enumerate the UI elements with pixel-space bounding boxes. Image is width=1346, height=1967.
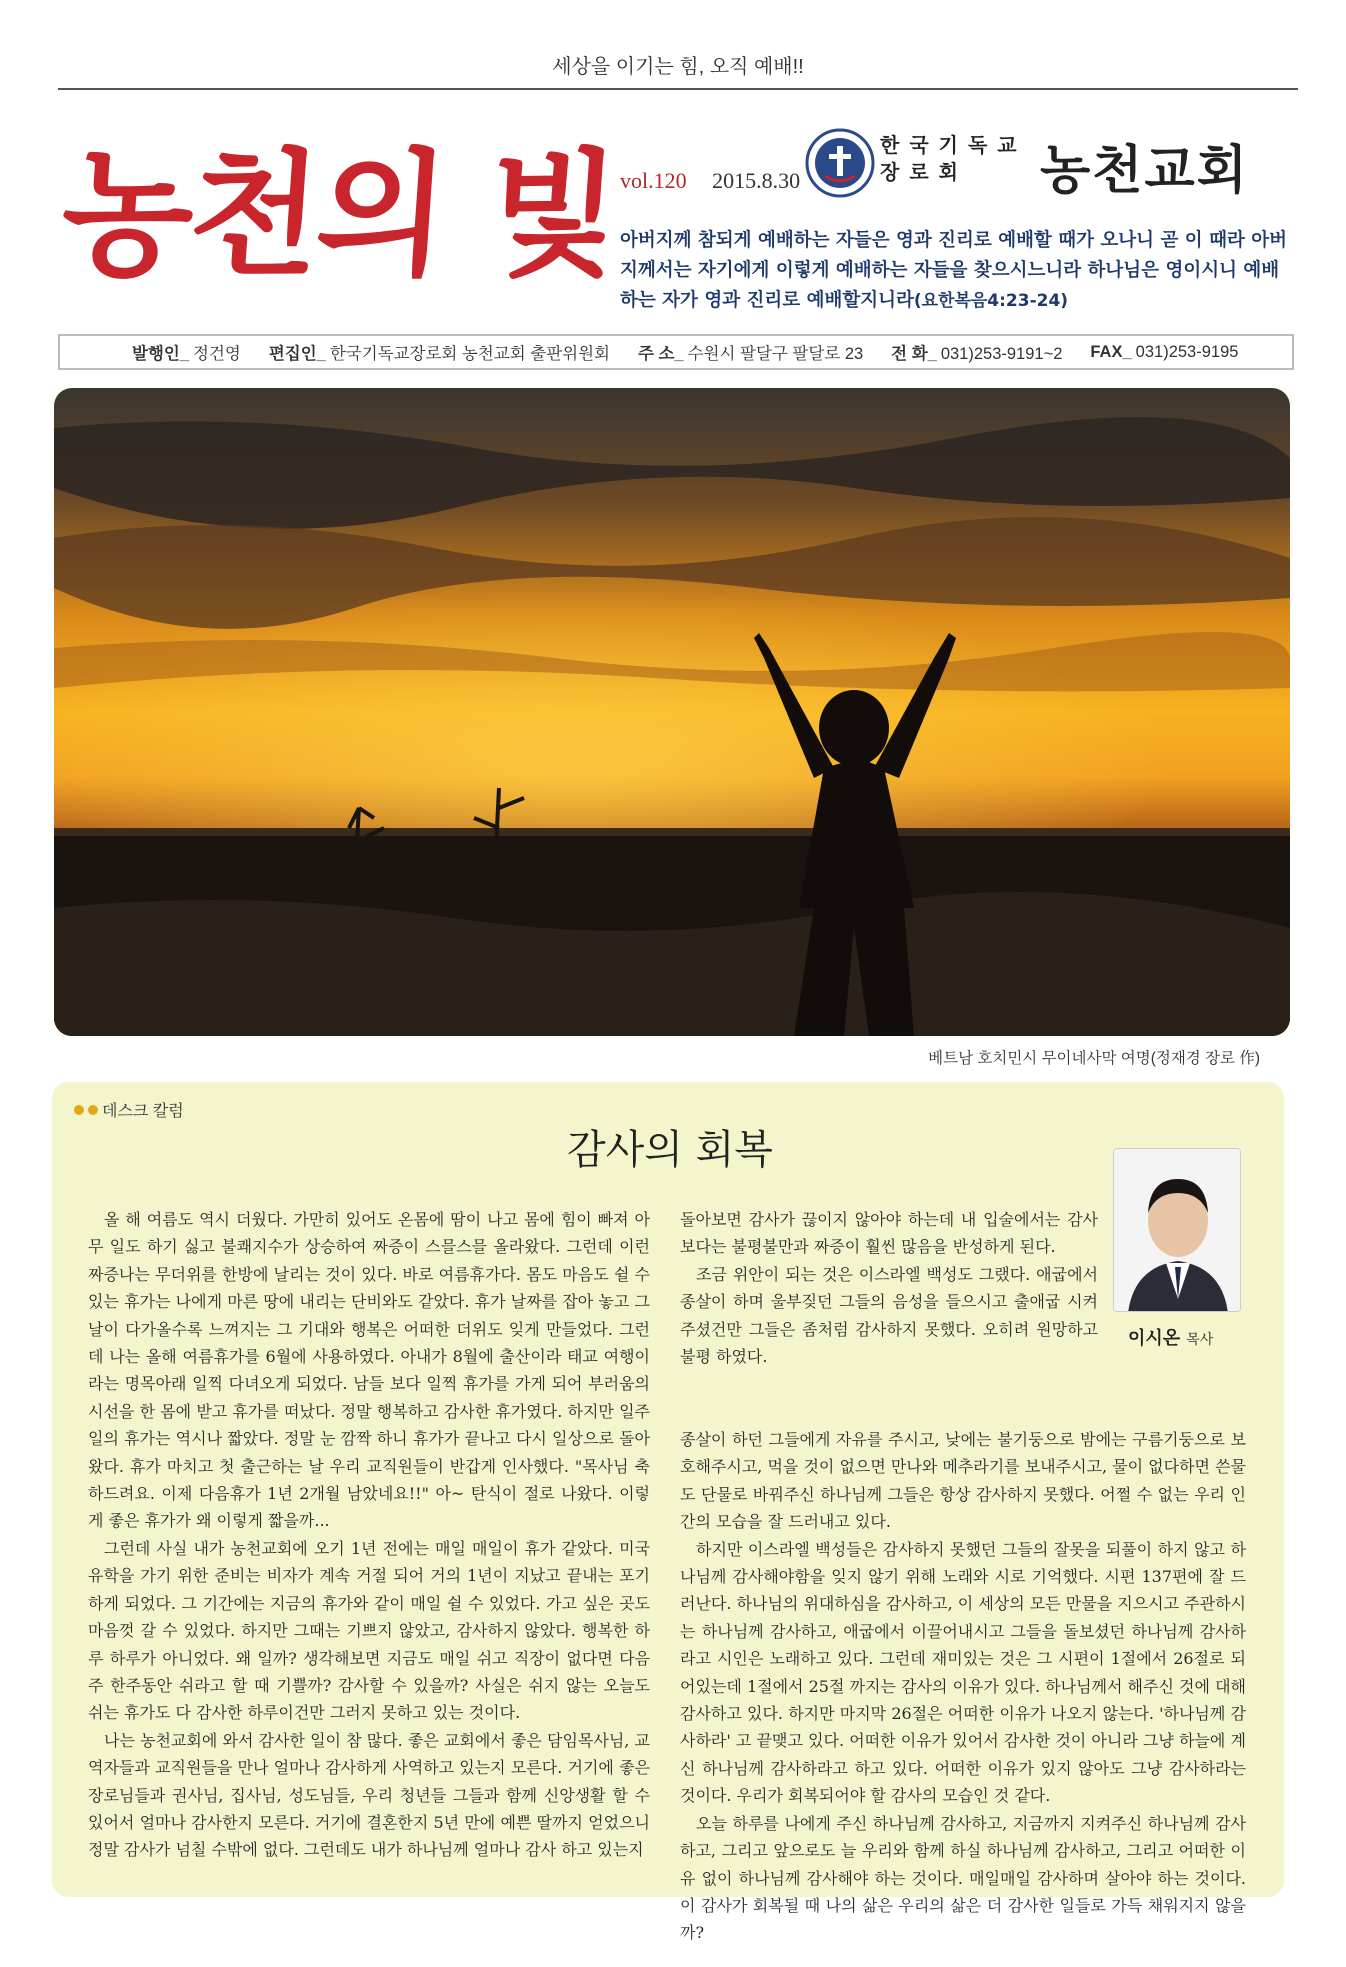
church-logo-icon	[805, 128, 875, 198]
column-paragraph: 올 해 여름도 역시 더웠다. 가만히 있어도 온몸에 땀이 나고 몸에 힘이 빠져 아무 일도 하기 싫고 불쾌지수가 상승하여 짜증이 스믈스믈 올라왔다. 그런데 이런 짜증나는 무더위를 한방에 날리는 것이 있다. 바로 여름휴가다. 몸도 마음도 쉴 수 있는 휴가는 나에게 마른 땅에 내리는 단비와도 같았다. 휴가 날짜를 잡아 놓고 그날이 다가올수록 느껴지는 그 기대와 행복은 어떠한 더위도 잊게 만들었다. 그런데 나는 올해 여름휴가를 6월에 사용하였다. 아내가 8월에 출산이라 태교 여행이라는 명목아래 일찍 다녀오게 되었다. 남들 보다 일찍 휴가를 가게 되어 부러움의 시선을 한 몸에 받고 휴가를 떠났다. 정말 행복하고 감사한 휴가였다. 하지만 일주일의 휴가는 역시나 짧았다. 정말 눈 깜짝 하니 휴가가 끝나고 다시 일상으로 돌아왔다. 휴가 마치고 첫 출근하는 날 우리 교직원들이 반갑게 인사했다. "목사님 축하드려요. 이제 다음휴가 1년 2개월 남았네요!!" 아~ 탄식이 절로 나왔다. 이렇게 좋은 휴가가 왜 이렇게 짧을까...	[88, 1210, 650, 1531]
phone-group	[891, 340, 1062, 364]
author-portrait-icon	[1114, 1149, 1241, 1312]
phone-value: 031)253-9191~2	[940, 345, 1063, 363]
denomination-name: 한국기독교장로회	[880, 133, 1027, 184]
column-right-top-text	[680, 1206, 1098, 1370]
author-name	[1128, 1324, 1213, 1350]
publisher-value: 정건영	[193, 345, 241, 363]
top-slogan: 세상을 이기는 힘, 오직 예배!!	[58, 44, 1298, 90]
author-title: 목사	[1186, 1331, 1214, 1347]
newspaper-title-text: 농천의 빛	[56, 135, 621, 295]
column-paragraph: 그런데 사실 내가 농천교회에 오기 1년 전에는 매일 매일이 휴가 같았다. 미국 유학을 가기 위한 준비는 비자가 계속 거절 되어 거의 1년이 지났고 끝내는 포기 하게 되었다. 그 기간에는 지금의 휴가와 같이 매일 쉴 수 있었다. 가고 싶은 곳도 마음껏 갈 수 있었다. 하지만 그때는 기쁘지 않았고, 감사하지 않았다. 행복한 하루 하루가 아니었다. 왜 일까? 생각해보면 지금도 매일 쉬고 직장이 없다면 다음주 한주동안 쉬라고 할 때 기쁠까? 감사할 수 있을까? 사실은 쉬지 않는 오늘도 쉬는 휴가도 다 감사한 하루이건만 그러지 못하고 있는 것이다.	[88, 1538, 650, 1723]
volume-number: vol.120	[620, 168, 687, 193]
column-paragraph: 오늘 하루를 나에게 주신 하나님께 감사하고, 지금까지 지켜주신 하나님께 감사하고, 그리고 앞으로도 늘 우리와 함께 하실 하나님께 감사하고, 그리고 어떠한 이유 없이 하나님께 감사해야 하는 것이다. 매일매일 감사하며 살아야 하는 것이다. 이 감사가 회복될 때 나의 삶은 우리의 삶은 더 감사한 일들로 가득 채워지지 않을까?	[680, 1813, 1246, 1943]
cover-photo	[54, 388, 1290, 1036]
author-name-text: 이시온	[1128, 1328, 1181, 1348]
column-right-text	[680, 1426, 1246, 1947]
sunset-silhouette-image	[54, 388, 1290, 1036]
column-title: 감사의 회복	[567, 1127, 773, 1173]
publisher-info-bar	[58, 334, 1294, 370]
scripture-verse	[620, 226, 1296, 316]
column-left-text	[88, 1206, 650, 1864]
column-paragraph: 나는 농천교회에 와서 감사한 일이 참 많다. 좋은 교회에서 좋은 담임목사님, 교역자들과 교직원들을 만나 얼마나 감사하게 사역하고 있는지 모른다. 거기에 좋은 장로님들과 권사님, 집사님, 성도님들, 우리 청년들 그들과 함께 신앙생활 할 수 있어서 얼마나 감사한지 모른다. 거기에 결혼한지 5년 만에 예쁜 딸까지 얻었으니 정말 감사가 넘칠 수밖에 없다. 그런데도 내가 하나님께 얼마나 감사 하고 있는지	[88, 1730, 650, 1860]
column-tag	[74, 1098, 184, 1121]
column-paragraph: 조금 위안이 되는 것은 이스라엘 백성도 그랬다. 애굽에서 종살이 하며 울부짖던 그들의 음성을 들으시고 출애굽 시켜 주셨건만 그들은 좀처럼 감사하지 못했다. 오히려 원망하고 불평 하였다.	[680, 1264, 1098, 1367]
bullet-dot-icon	[88, 1105, 98, 1115]
fax-value: 031)253-9195	[1135, 342, 1239, 361]
column-paragraph: 하지만 이스라엘 백성들은 감사하지 못했던 그들의 잘못을 되풀이 하지 않고 하나님께 감사해야함을 잊지 않기 위해 노래와 시로 기억했다. 시편 137편에 잘 드러난다. 하나님의 위대하심을 감사하고, 이 세상의 모든 만물을 지으시고 주관하시는 하나님께 감사하고, 애굽에서 이끌어내시고 그들을 돌보셨던 하나님께 감사하라고 시인은 노래하고 있다. 그런데 재미있는 것은 그 시편이 1절에서 26절로 되어있는데 1절에서 25절 까지는 감사의 이유가 있다. 하나님께서 해주신 것에 대해 감사하고 있다. 하지만 마지막 26절은 어떠한 이유가 나오지 않는다. '하나님께 감사하라' 고 끝맺고 있다. 어떠한 이유가 있어서 감사한 것이 아니라 그냥 하늘에 계신 하나님께 감사하라고 하고 있다. 어떠한 이유가 있지 않아도 그냥 감사하라는 것이다. 우리가 회복되어야 할 감사의 모습인 것 같다.	[680, 1539, 1246, 1806]
issue-info	[620, 168, 800, 194]
editor-label: 편집인_	[268, 345, 326, 363]
church-name: 농천교회	[1040, 140, 1249, 201]
fax-group	[1090, 343, 1238, 362]
column-paragraph: 종살이 하던 그들에게 자유를 주시고, 낮에는 불기둥으로 밤에는 구름기둥으로 보호해주시고, 먹을 것이 없으면 만나와 메추라기를 보내주시고, 물이 없다하면 쓴물도 단물로 바꿔주신 하나님께 그들은 항상 감사하지 못했다. 어쩔 수 없는 우리 인간의 모습을 잘 드러내고 있다.	[680, 1430, 1246, 1532]
fax-label: FAX_	[1090, 342, 1132, 361]
column-tag-label: 데스크 칼럼	[102, 1103, 184, 1120]
column-paragraph: 돌아보면 감사가 끊이지 않아야 하는데 내 입술에서는 감사보다는 불평불만과 짜증이 훨씬 많음을 반성하게 된다.	[680, 1210, 1098, 1257]
verse-text: 아버지께 참되게 예배하는 자들은 영과 진리로 예배할 때가 오나니 곧 이 때라 아버지께서는 자기에게 이렇게 예배하는 자들을 찾으시느니라 하나님은 영이시니 예배하는 자가 영과 진리로 예배할지니라	[620, 230, 1288, 311]
address-label: 주 소_	[637, 345, 684, 363]
bullet-dot-icon	[74, 1105, 84, 1115]
address-value: 수원시 팔달구 팔달로 23	[687, 345, 864, 363]
publisher-group	[132, 340, 241, 364]
address-group	[638, 340, 863, 364]
phone-label: 전 화_	[891, 345, 937, 363]
photo-caption: 베트남 호치민시 무이네사막 여명(정재경 장로 作)	[928, 1050, 1260, 1067]
issue-date: 2015.8.30	[712, 168, 801, 193]
editor-value: 한국기독교장로회 농천교회 출판위원회	[329, 345, 610, 363]
newspaper-title	[56, 115, 622, 315]
author-photo	[1113, 1148, 1241, 1312]
verse-reference: (요한복음4:23-24)	[913, 291, 1069, 311]
editor-group	[269, 340, 610, 364]
publisher-label: 발행인_	[132, 345, 189, 363]
